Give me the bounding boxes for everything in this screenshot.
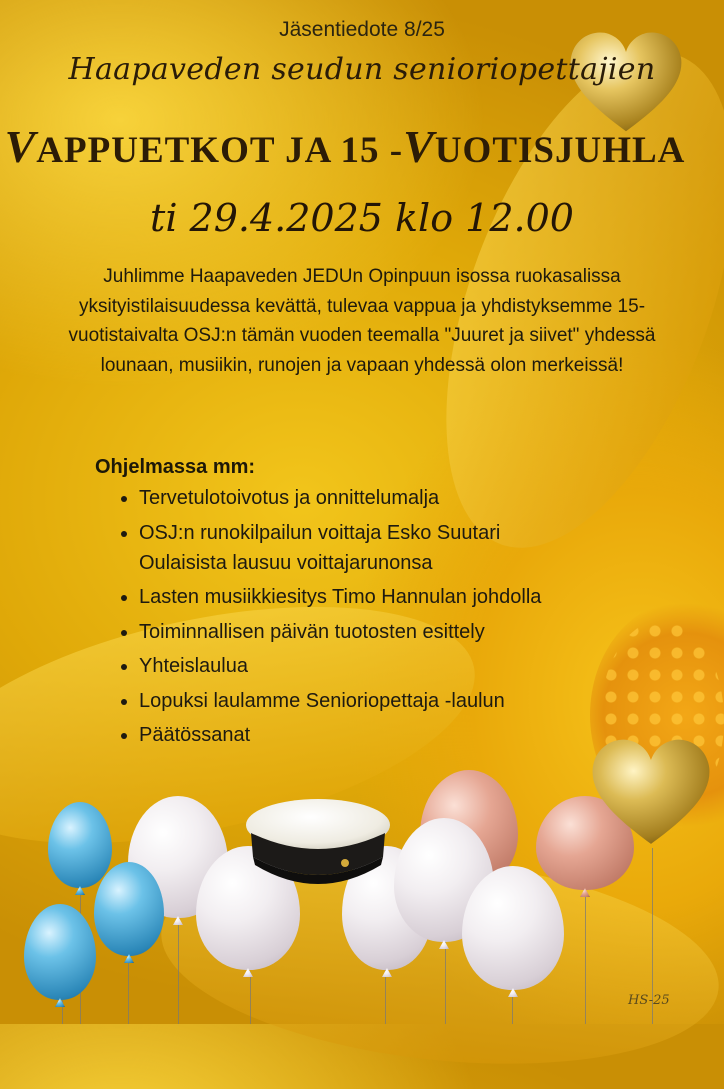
balloon-icon (48, 802, 112, 888)
program-heading: Ohjelmassa mm: (95, 456, 256, 478)
intro-paragraph: Juhlimme Haapaveden JEDUn Opinpuun isossa ruokasalissa yksityistilaisuudessa kevättä, tulevaa vappua ja yhdistyksemme 15-vuotistaivalta OSJ:n tämän vuoden teemalla "Juuret ja siivet" yhdessä lounaan, musiikin, runojen ja vapaan yhdessä olon merkeissä! (68, 266, 656, 376)
title-text: UOTISJUHLA (434, 130, 686, 171)
balloon-string (128, 955, 129, 1024)
title-text: APPUETKOT JA 15 - (36, 130, 404, 171)
balloon-icon (94, 862, 164, 956)
title-cap-letter: V (4, 121, 37, 172)
bulletin-number: Jäsentiedote 8/25 (279, 18, 445, 41)
program-item: • Yhteislaulua (139, 651, 695, 681)
title-cap-letter: V (403, 121, 435, 172)
program-item: • Toiminnallisen päivän tuotosten esittely (139, 617, 695, 647)
balloon-string (178, 918, 179, 1024)
program-item: • Päätössanat (139, 720, 695, 750)
balloon-string (250, 972, 251, 1024)
signature: HS-25 (628, 993, 670, 1008)
program-item: • OSJ:n runokilpailun voittaja Esko Suutari Oulaisista lausuu voittajarunonsa (139, 518, 539, 578)
program-section (95, 456, 695, 755)
student-cap-icon (243, 795, 393, 900)
program-item: • Tervetulotoivotus ja onnittelumalja (139, 483, 695, 513)
program-list (95, 483, 695, 750)
program-item: • Lasten musiikkiesitys Timo Hannulan johdolla (139, 582, 695, 612)
event-date: ti 29.4.2025 klo 12.00 (150, 196, 574, 240)
program-item: • Lopuksi laulamme Senioriopettaja -laulun (139, 686, 695, 716)
balloon-string (385, 970, 386, 1024)
balloon-icon (462, 866, 564, 990)
balloon-string (585, 888, 586, 1024)
event-title (0, 120, 690, 173)
balloon-icon (24, 904, 96, 1000)
society-name: Haapaveden seudun senioriopettajien (68, 52, 656, 87)
gold-heart-icon (585, 735, 717, 849)
balloon-string (445, 942, 446, 1024)
